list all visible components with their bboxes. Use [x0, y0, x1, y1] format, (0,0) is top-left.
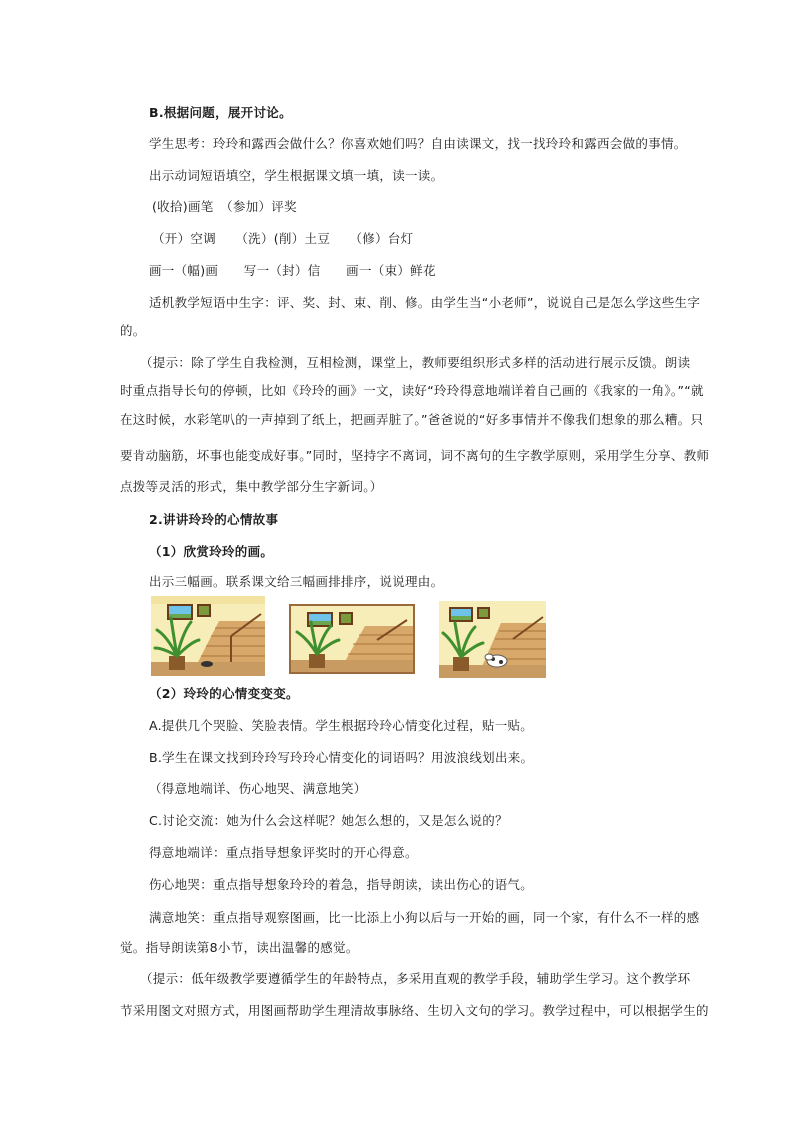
paragraph-line: 适机教学短语中生字：评、奖、封、束、削、修。由学生当“小老师”，说说自己是怎么学这些生字	[149, 295, 701, 310]
lingling-painting-1	[151, 596, 265, 676]
step-heading-b: B.根据问题，展开讨论。	[149, 105, 292, 120]
paragraph-line: B.学生在课文找到玲玲写玲玲心情变化的词语吗？用波浪线划出来。	[149, 750, 534, 765]
tip-line: 要肯动脑筋，坏事也能变成好事。”同时，坚持字不离词，词不离句的生字教学原则，采用学生分享、教师	[120, 448, 710, 463]
phrase-line: 画一（幅)画 写一（封）信 画一（束）鲜花	[149, 263, 436, 278]
paragraph-line: 学生思考：玲玲和露西会做什么？你喜欢她们吗？自由读课文，找一找玲玲和露西会做的事情。	[149, 136, 687, 151]
paragraph-line: （得意地端详、伤心地哭、满意地笑）	[149, 781, 367, 796]
tip-line: 时重点指导长句的停顿，比如《玲玲的画》一文，读好“玲玲得意地端详着自己画的《我家的一角》。”“就	[120, 383, 704, 398]
paragraph-line: 的。	[120, 323, 146, 338]
phrase-line: （开）空调 （洗）(削）土豆 （修）台灯	[152, 231, 414, 246]
tip-line: （提示：低年级教学要遵循学生的年龄特点，多采用直观的教学手段，辅助学生学习。这个教学环	[140, 971, 691, 986]
paragraph-line: 觉。指导朗读第8小节，读出温馨的感觉。	[120, 940, 359, 955]
tip-line: 点拨等灵活的形式，集中教学部分生字新词。）	[120, 479, 383, 494]
tip-line: 在这时候，水彩笔叭的一声掉到了纸上，把画弄脏了。”爸爸说的“好多事情并不像我们想象的那么糟。只	[120, 412, 704, 427]
subsection-heading: （2）玲玲的心情变变变。	[149, 686, 299, 701]
tip-line: 节采用图文对照方式，用图画帮助学生理清故事脉络、生切入文句的学习。教学过程中，可以根据学生的	[120, 1003, 709, 1018]
lingling-painting-3	[439, 601, 546, 678]
paragraph-line: 伤心地哭：重点指导想象玲玲的着急，指导朗读，读出伤心的语气。	[149, 877, 534, 892]
paragraph-line: C.讨论交流：她为什么会这样呢？她怎么想的，又是怎么说的？	[149, 813, 508, 828]
phrase-line: (收拾)画笔 （参加）评奖	[152, 199, 297, 214]
subsection-heading: （1）欣赏玲玲的画。	[149, 544, 274, 559]
section-heading: 2.讲讲玲玲的心情故事	[149, 512, 279, 527]
lingling-painting-2	[289, 604, 415, 674]
paragraph-line: A.提供几个哭脸、笑脸表情。学生根据玲玲心情变化过程，贴一贴。	[149, 718, 534, 733]
paragraph-line: 得意地端详：重点指导想象评奖时的开心得意。	[149, 845, 418, 860]
paragraph-line: 出示动词短语填空，学生根据课文填一填，读一读。	[149, 168, 444, 183]
paragraph-line: 满意地笑：重点指导观察图画，比一比添上小狗以后与一开始的画，同一个家，有什么不一样的感	[149, 910, 700, 925]
tip-line: （提示：除了学生自我检测，互相检测，课堂上，教师要组织形式多样的活动进行展示反馈。朗读	[140, 355, 691, 370]
paragraph-line: 出示三幅画。联系课文给三幅画排排序，说说理由。	[149, 574, 444, 589]
